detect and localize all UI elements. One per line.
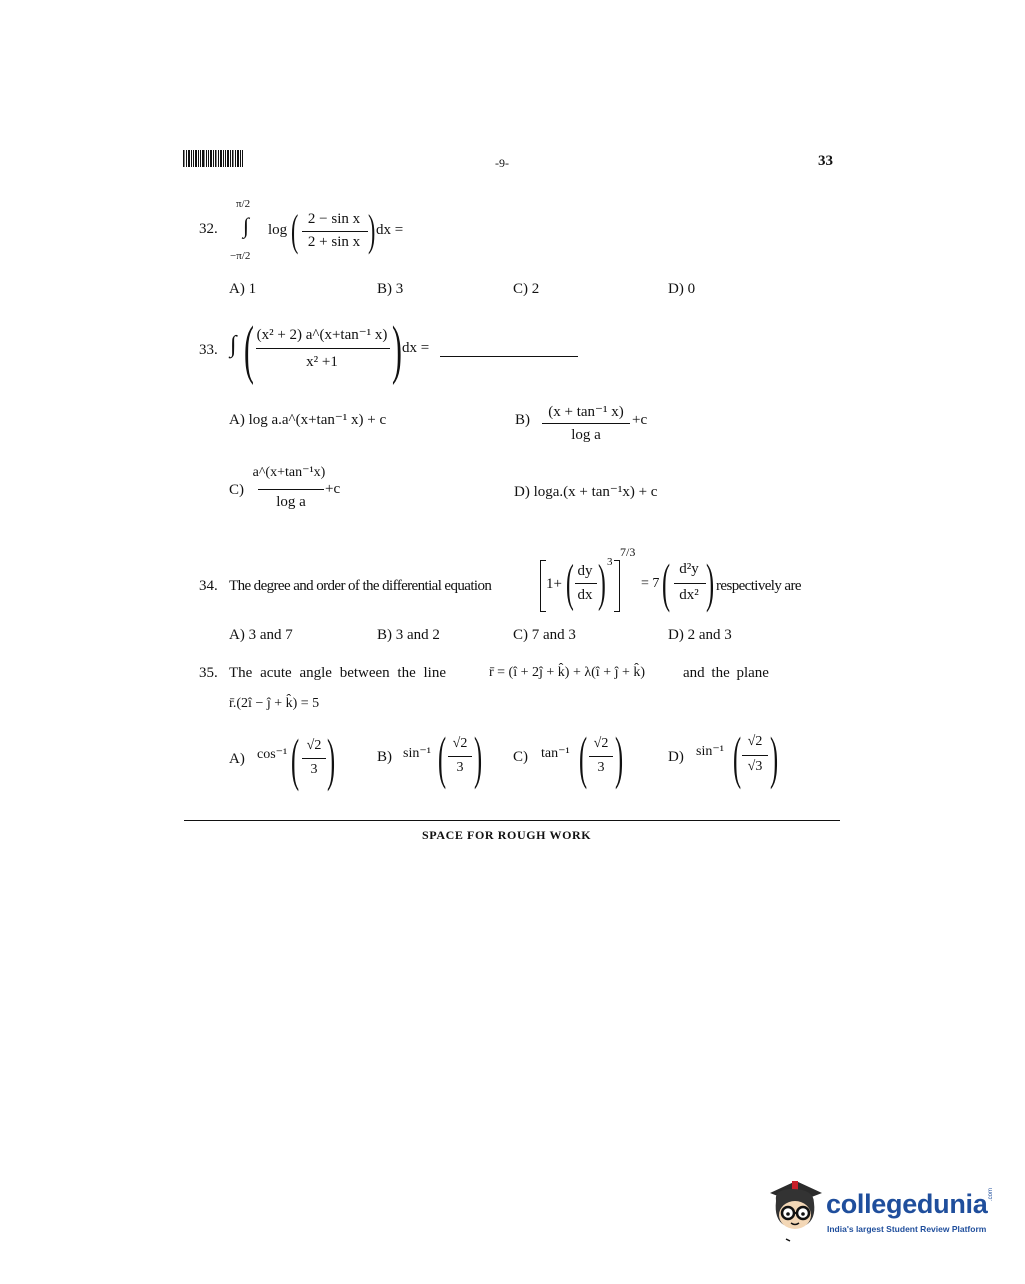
- option-d: D) 2 and 3: [668, 627, 732, 643]
- fraction-numerator: 2 − sin x: [307, 211, 361, 227]
- option-b-fraction-bar: [542, 423, 630, 424]
- option-a: A) log a.a^(x+tan⁻¹ x) + c: [229, 412, 387, 428]
- page-marker: -9-: [495, 156, 509, 170]
- right-paren: ): [327, 727, 336, 792]
- option-denominator: 3: [456, 760, 464, 775]
- dx: dx: [577, 587, 593, 603]
- question-tail: respectively are: [716, 578, 801, 594]
- option-function: tan⁻¹: [541, 746, 570, 761]
- option-c-numerator: a^(x+tan⁻¹x): [252, 465, 326, 480]
- collegedunia-logo: [766, 1175, 996, 1250]
- option-b-denominator: log a: [571, 427, 601, 443]
- option-function: sin⁻¹: [403, 746, 431, 761]
- question-text-part1: The acute angle between the line: [229, 665, 446, 681]
- dy: dy: [577, 563, 593, 579]
- option-b: B) 3 and 2: [377, 627, 440, 643]
- option-c-denominator: log a: [276, 494, 306, 510]
- right-paren: ): [392, 313, 402, 386]
- option-label: B): [377, 749, 392, 765]
- right-paren: ): [770, 725, 779, 790]
- question-text: The degree and order of the differential equation: [229, 578, 492, 594]
- integral-sign: ∫: [243, 213, 250, 238]
- option-c: C) 7 and 3: [513, 627, 576, 643]
- option-denominator: √3: [747, 759, 763, 774]
- lower-limit: −π/2: [230, 250, 251, 262]
- left-paren: (: [291, 727, 300, 792]
- option-label: D): [668, 749, 684, 765]
- option-denominator: 3: [310, 762, 318, 777]
- option-b-tail: +c: [632, 412, 648, 428]
- outer-exponent: 7/3: [620, 545, 636, 559]
- option-d: D) 0: [668, 281, 696, 297]
- answer-blank: [440, 356, 578, 357]
- option-a: A) 1: [229, 281, 257, 297]
- question-number: 32.: [199, 221, 218, 237]
- option-c-tail: +c: [325, 481, 341, 497]
- fraction-bar-2: [674, 583, 706, 584]
- option-numerator: √2: [452, 736, 468, 751]
- option-c-fraction-bar: [258, 489, 324, 490]
- option-a: A) 3 and 7: [229, 627, 293, 643]
- rough-work-label: SPACE FOR ROUGH WORK: [422, 828, 592, 842]
- option-numerator: √2: [747, 734, 763, 749]
- option-denominator: 3: [597, 760, 605, 775]
- option-b-numerator: (x + tan⁻¹ x): [548, 404, 624, 420]
- right-paren: ): [474, 725, 483, 790]
- question-number: 35.: [199, 665, 218, 681]
- dx-equals: dx =: [402, 340, 430, 356]
- left-paren: (: [438, 725, 447, 790]
- equals-seven: = 7: [641, 576, 660, 591]
- right-paren-2: ): [706, 553, 715, 613]
- expr-one-plus: 1+: [546, 576, 562, 592]
- fraction-denominator: x² +1: [306, 354, 338, 370]
- rough-work-divider: [184, 820, 840, 821]
- fraction-bar: [302, 231, 368, 232]
- right-bracket: [614, 560, 620, 612]
- left-paren: (: [579, 725, 588, 790]
- question-number: 34.: [199, 578, 218, 594]
- option-label: C): [513, 749, 528, 765]
- series-code: 33: [818, 153, 833, 169]
- right-paren: ): [368, 206, 376, 255]
- right-paren: ): [598, 555, 606, 612]
- mascot-icon: [766, 1175, 824, 1247]
- brand-tagline: India's largest Student Review Platform: [827, 1224, 987, 1234]
- option-b: B) 3: [377, 281, 404, 297]
- option-d: D) loga.(x + tan⁻¹x) + c: [514, 484, 658, 500]
- option-c-label: C): [229, 482, 244, 498]
- left-paren: (: [291, 206, 299, 255]
- left-paren: (: [566, 555, 574, 612]
- option-numerator: √2: [306, 738, 322, 753]
- fraction-bar: [589, 756, 613, 757]
- dx-equals: dx =: [376, 222, 404, 238]
- fraction-denominator: 2 + sin x: [307, 234, 361, 250]
- option-numerator: √2: [593, 736, 609, 751]
- d2y: d²y: [679, 561, 699, 577]
- option-c: C) 2: [513, 281, 540, 297]
- question-number: 33.: [199, 342, 218, 358]
- cube-exponent: 3: [607, 556, 613, 568]
- option-function: cos⁻¹: [257, 747, 288, 762]
- plane-equation: r̄.(2î − ĵ + k̂) = 5: [229, 696, 320, 711]
- dx2: dx²: [679, 587, 699, 603]
- fraction-bar: [742, 755, 768, 756]
- option-label: A): [229, 751, 245, 767]
- integral-sign: ∫: [230, 332, 237, 358]
- brand-dotcom: .com: [988, 1187, 994, 1201]
- fraction-bar: [448, 756, 472, 757]
- fraction-bar: [302, 758, 326, 759]
- line-equation: r̄ = (î + 2ĵ + k̂) + λ(î + ĵ + k̂): [489, 665, 646, 680]
- barcode: [183, 150, 243, 167]
- fraction-numerator: (x² + 2) a^(x+tan⁻¹ x): [256, 327, 388, 343]
- right-paren: ): [615, 725, 624, 790]
- question-text-part2: and the plane: [683, 665, 769, 681]
- fraction-bar: [256, 348, 390, 349]
- option-b-label: B): [515, 412, 530, 428]
- brand-name: collegedunia: [826, 1189, 988, 1219]
- option-function: sin⁻¹: [696, 744, 724, 759]
- fraction-bar: [575, 583, 597, 584]
- left-paren-2: (: [662, 553, 671, 613]
- upper-limit: π/2: [236, 198, 251, 210]
- left-paren: (: [244, 313, 254, 386]
- left-paren: (: [733, 725, 742, 790]
- log-label: log: [268, 222, 288, 238]
